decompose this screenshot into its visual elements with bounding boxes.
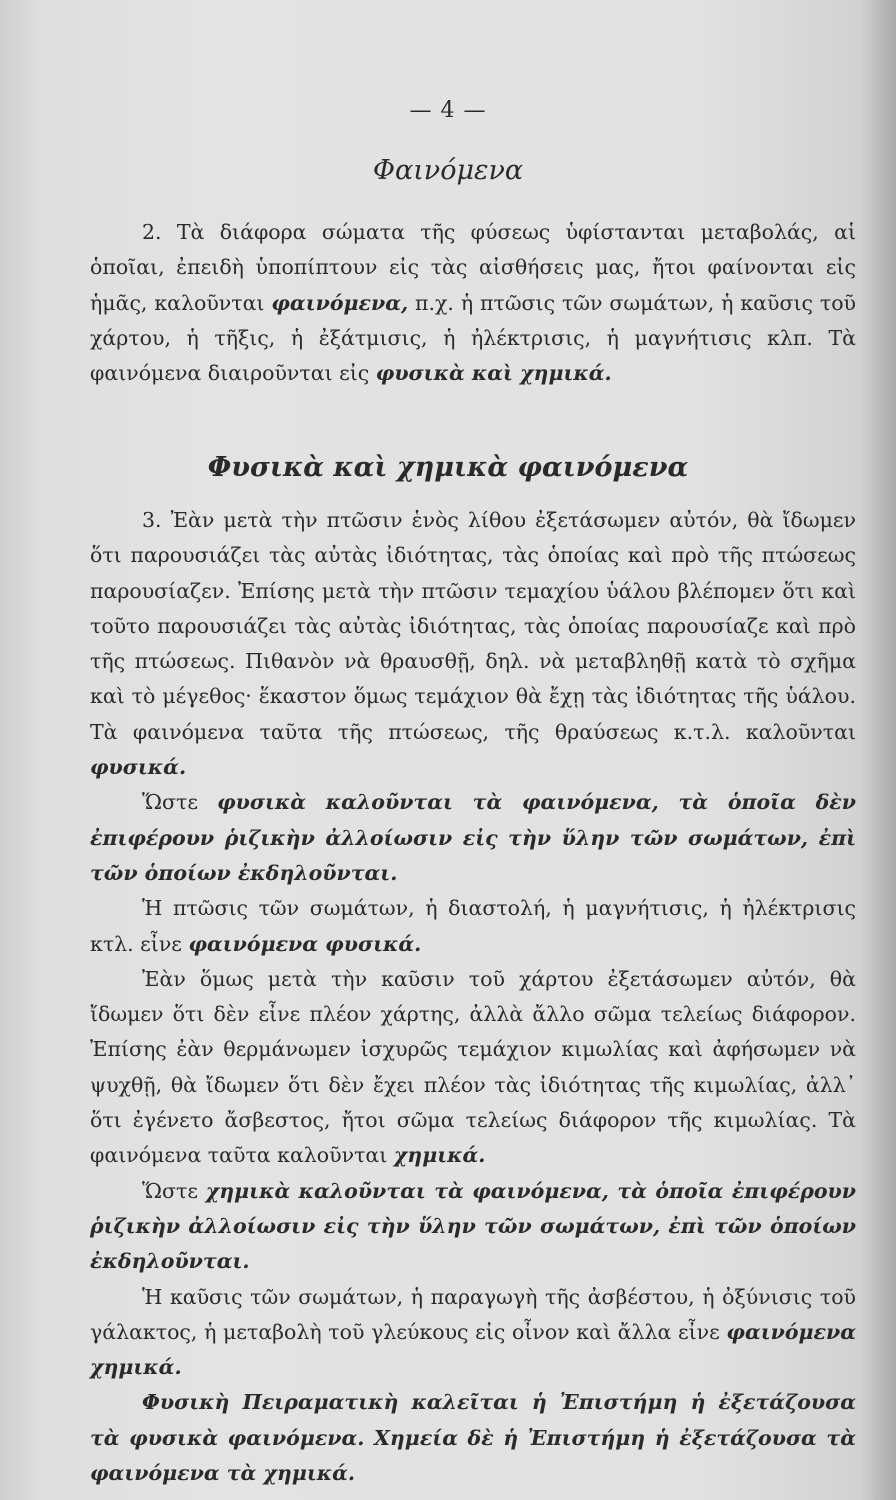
heading-physical-chemical: Φυσικὰ καὶ χημικὰ φαινόμενα (207, 452, 689, 483)
emphasis: Φυσικὴ Πειραματικὴ καλεῖται ἡ Ἐπιστήμη ἡ ἐξετάζουσα τὰ φυσικὰ φαινόμενα. (90, 1390, 856, 1450)
emphasis: φυσικὰ καλοῦνται τὰ φαινόμενα, τὰ ὁποῖα δὲν ἐπιφέρουν ῥιζικὴν ἀλλοίωσιν εἰς τὴν ὕλην τῶν σωμάτων, ἐπὶ τῶν ὁποίων ἐκδηλοῦνται. (90, 790, 856, 885)
paragraph-definition-physical (90, 785, 856, 891)
heading-phenomena: Φαινόμενα (372, 155, 524, 186)
text-span: Ἡ πτῶσις τῶν σωμάτων, ἡ διαστολή, ἡ μαγνήτισις, ἡ ἠλέκτρισις κτλ. εἶνε (90, 896, 856, 956)
text-span: Ὥστε (142, 1178, 206, 1203)
emphasis: φαινόμενα φυσικά. (188, 931, 422, 956)
emphasis: φυσικά. (90, 755, 187, 780)
paragraph-3 (90, 503, 856, 785)
section-3-text (90, 503, 856, 1491)
text-span: 2. Τὰ διάφορα σώματα τῆς φύσεως ὑφίστανται μεταβολάς, αἱ ὁποῖαι, ἐπειδὴ ὑποπίπτουν εἰς τὰς αἰσθήσεις μας, ἤτοι φαίνονται εἰς ἡμᾶς, καλοῦνται (90, 220, 856, 315)
paragraph-2 (90, 215, 856, 391)
paragraph-examples-chemical (90, 1280, 856, 1386)
emphasis: Χημεία δὲ ἡ Ἐπιστήμη ἡ ἐξετάζουσα τὰ φαινόμενα τὰ χημικά. (90, 1425, 856, 1486)
text-span: Ὥστε (142, 790, 218, 815)
text-span: 3. Ἐὰν μετὰ τὴν πτῶσιν ἑνὸς λίθου ἐξετάσωμεν αὐτόν, θὰ ἴδωμεν ὅτι παρουσιάζει τὰς αὐτὰς ἰδιότητας, τὰς ὁποίας καὶ πρὸ τῆς πτώσεως παρουσίαζεν. Ἐπίσης μετὰ τὴν πτῶσιν τεμαχίου ὑάλου βλέπομεν ὅτι καὶ τοῦτο παρουσιάζει τὰς αὐτὰς ἰδιότητας, τὰς ὁποίας παρουσίαζε καὶ πρὸ τῆς πτώσεως. Πιθανὸν νὰ θραυσθῇ, δηλ. νὰ μεταβληθῇ κατὰ τὸ σχῆμα καὶ τὸ μέγεθος· ἕκαστον ὅμως τεμάχιον θὰ ἔχῃ τὰς ἰδιότητας τῆς ὑάλου. Τὰ φαινόμενα ταῦτα τῆς πτώσεως, τῆς θραύσεως κ.τ.λ. καλοῦνται (90, 508, 856, 744)
text-span: π.χ. ἡ πτῶσις τῶν σωμάτων, ἡ καῦσις τοῦ χάρτου, ἡ τῆξις, ἡ ἐξάτμισις, ἡ ἠλέκτρισις, ἡ μαγνήτισις κλπ. Τὰ φαινόμενα διαιροῦνται εἰς (90, 290, 856, 386)
emphasis: φαινόμενα, (271, 290, 409, 315)
paragraph-sciences (90, 1385, 856, 1491)
paragraph-definition-chemical (90, 1174, 856, 1280)
emphasis: φαινόμενα χημικά. (90, 1319, 856, 1380)
emphasis: φυσικὰ καὶ χημικά. (375, 361, 612, 386)
paragraph-chemical (90, 962, 856, 1174)
text-span: Ἡ καῦσις τῶν σωμάτων, ἡ παραγωγὴ τῆς ἀσβέστου, ἡ ὀξύνισις τοῦ γάλακτος, ἡ μεταβολὴ τοῦ γλεύκους εἰς οἶνον καὶ ἄλλα εἶνε (90, 1284, 856, 1344)
section-2-text (90, 215, 856, 391)
page-number: — 4 — (409, 98, 487, 123)
text-span: Ἐὰν ὅμως μετὰ τὴν καῦσιν τοῦ χάρτου ἐξετάσωμεν αὐτόν, θὰ ἴδωμεν ὅτι δὲν εἶνε πλέον χάρτης, ἀλλὰ ἄλλο σῶμα τελείως διάφορον. Ἐπίσης ἐὰν θερμάνωμεν ἰσχυρῶς τεμάχιον κιμωλίας καὶ ἀφήσωμεν νὰ ψυχθῇ, θὰ ἴδωμεν ὅτι δὲν ἔχει πλέον τὰς ἰδιότητας τῆς κιμωλίας, ἀλλ᾽ ὅτι ἐγένετο ἄσβεστος, ἤτοι σῶμα τελείως διάφορον τῆς κιμωλίας. Τὰ φαινόμενα ταῦτα καλοῦνται (90, 966, 856, 1168)
emphasis: χημικὰ καλοῦνται τὰ φαινόμενα, τὰ ὁποῖα ἐπιφέρουν ῥιζικὴν ἀλλοίωσιν εἰς τὴν ὕλην τῶν σωμάτων, ἐπὶ τῶν ὁποίων ἐκδηλοῦνται. (90, 1178, 856, 1274)
paragraph-examples-physical (90, 891, 856, 962)
emphasis: χημικά. (393, 1143, 486, 1168)
